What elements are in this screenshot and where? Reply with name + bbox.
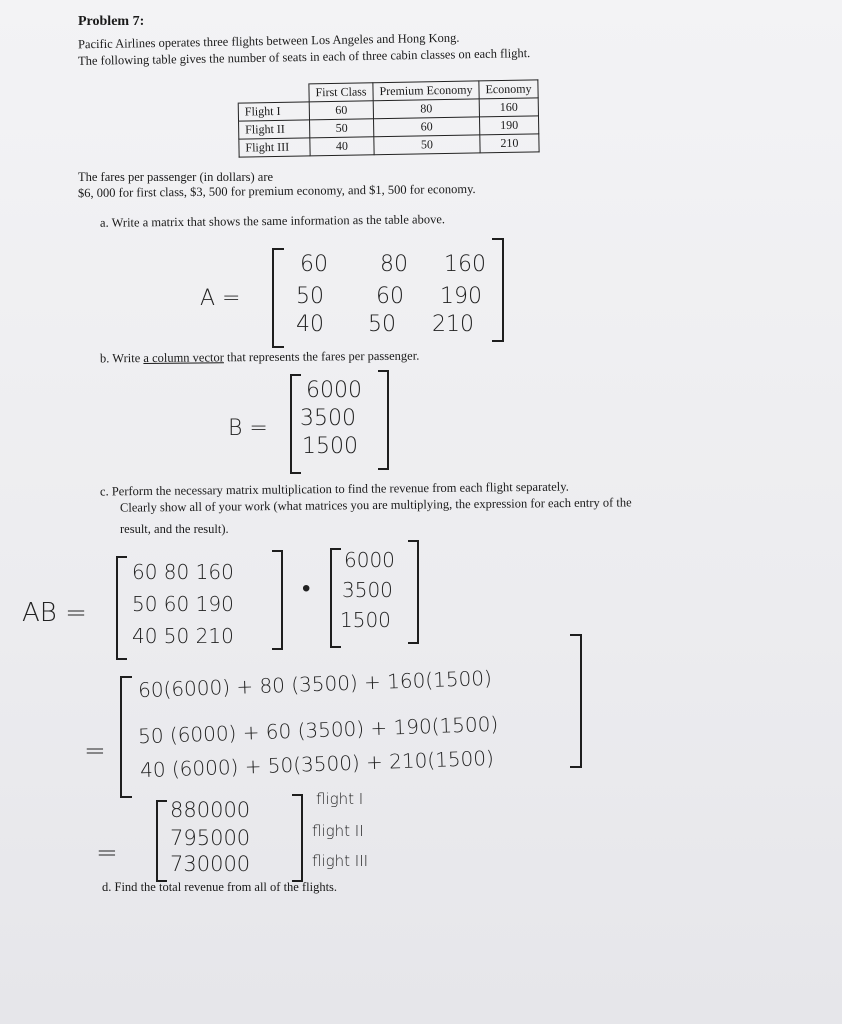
matrix-a-row-1 [300,252,508,277]
table-cell: 210 [480,134,539,153]
part-d-prompt-text: total revenue from all of the flights. [155,880,338,894]
result-entry: 880000 [170,798,251,822]
part-c-prompt-line-1: c. Perform the necessary matrix multiplication to find the revenue from each flight separately. [99,479,569,499]
part-d-prompt [102,880,337,895]
matrix-a-entry: 210 [432,312,474,337]
intro-line-1: Pacific Airlines operates three flights between Los Angeles and Hong Kong. [77,30,460,52]
matrix-a-label: A = [200,286,241,311]
matrix-a-entry: 60 [376,284,404,309]
ab-vector-left-bracket [330,548,341,648]
result-right-bracket [292,794,303,882]
table-cell: 60 [374,117,480,137]
part-b-column-vector-term: a column vector [143,350,224,366]
result-entry: 795000 [170,826,251,850]
row-label: Flight III [239,138,310,157]
expression-row: 60(6000) + 80 (3500) + 160(1500) [137,665,493,703]
table-cell: 60 [309,101,373,120]
matrix-a-entry: 60 [300,252,328,277]
vector-b-label: B = [228,416,268,441]
result-left-bracket [156,800,167,882]
equals-sign: = [84,736,106,766]
matrix-a-entry: 160 [444,252,486,277]
matrix-a-entry: 190 [440,284,482,309]
expression-left-bracket [120,676,132,798]
matrix-a-entry: 50 [296,284,324,309]
ab-vector-right-bracket [408,540,419,644]
matrix-a-entry: 40 [296,312,324,337]
header-premium-economy: Premium Economy [373,81,479,101]
part-a-prompt: a. Write a matrix that shows the same information as the table above. [99,212,446,230]
row-label: Flight I [238,102,309,121]
flight-label: flight I [316,790,364,808]
expression-row: 50 (6000) + 60 (3500) + 190(1500) [137,711,499,749]
vector-b-right-bracket [378,370,389,470]
matrix-a-entry: 80 [380,252,408,277]
table-cell: 40 [310,137,374,156]
part-c-prompt-line-3: result, and the result). [120,522,229,536]
problem-title: Problem 7: [78,14,145,29]
vector-b-entry: 1500 [302,434,358,459]
flight-label: flight II [312,822,364,840]
expression-right-bracket [570,634,582,768]
ab-matrix-right-bracket [272,550,283,650]
matrix-a-entry: 50 [368,312,396,337]
equals-sign: = [96,838,118,868]
flight-label: flight III [312,852,369,870]
table-cell: 160 [479,98,538,117]
part-c-prompt-line-2: Clearly show all of your work (what matrices you are multiplying, the expression for each entry of the [119,495,632,515]
ab-vector-entry: 1500 [340,608,391,632]
ab-matrix-row: 50 60 190 [132,592,234,616]
ab-vector-entry: 6000 [344,548,395,572]
ab-matrix-row: 40 50 210 [132,624,234,648]
vector-b-entry: 3500 [300,406,356,431]
part-d-prompt-the: the [140,880,156,894]
fares-line-1: The fares per passenger (in dollars) are [78,170,274,184]
result-entry: 730000 [170,852,251,876]
table-corner-cell [238,84,309,103]
part-b-prompt-text: that represents the fares per passenger. [223,348,420,365]
matrix-a-left-bracket [272,248,284,348]
table-cell: 50 [374,135,480,155]
header-first-class: First Class [309,83,373,102]
table-cell: 80 [373,99,479,119]
header-economy: Economy [479,80,538,99]
matrix-a-row-2 [296,284,504,309]
fares-line-2: $6, 000 for first class, $3, 500 for premium economy, and $1, 500 for economy. [77,181,476,201]
multiply-dot: • [302,574,311,602]
table-row [239,134,539,157]
table-cell: 50 [310,119,374,138]
intro-line-2: The following table gives the number of seats in each of three cabin classes on each flight. [77,46,531,68]
seats-table [237,79,539,157]
matrix-a-row-3 [296,312,496,337]
ab-label: AB = [22,598,87,628]
ab-matrix-left-bracket [116,556,127,660]
part-d-prompt-text: d. Find [102,880,141,894]
ab-matrix-row: 60 80 160 [132,560,234,584]
ab-vector-entry: 3500 [342,578,393,602]
row-label: Flight II [239,120,310,139]
expression-row: 40 (6000) + 50(3500) + 210(1500) [139,745,495,783]
table-cell: 190 [480,116,539,135]
part-b-prompt-text: b. Write [99,351,144,366]
vector-b-entry: 6000 [306,378,362,403]
part-b-prompt [100,349,419,367]
